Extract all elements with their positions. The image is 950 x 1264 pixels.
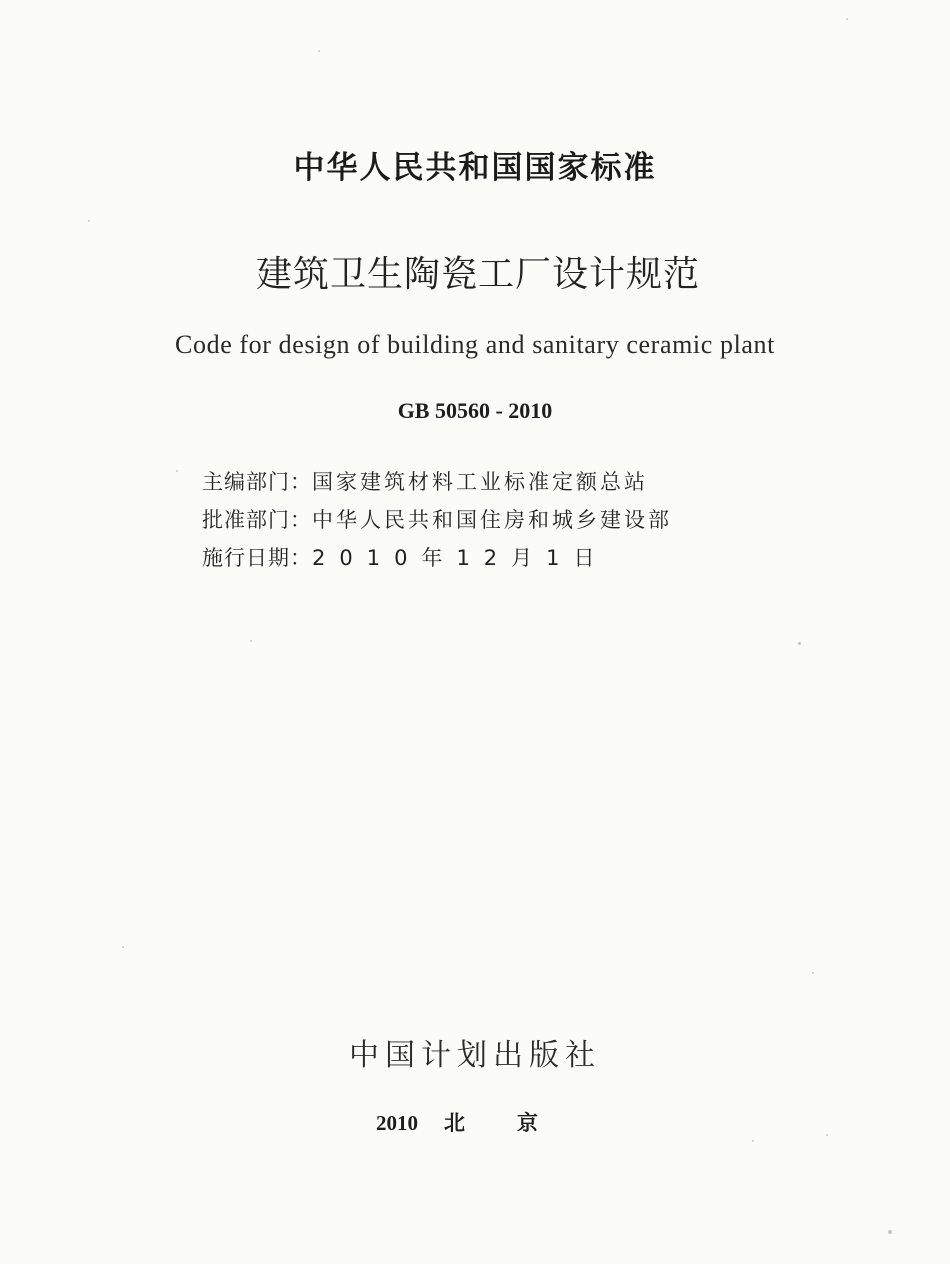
scan-speck bbox=[752, 1140, 754, 1142]
scan-speck bbox=[250, 640, 252, 642]
approval-row bbox=[202, 501, 672, 539]
approval-value: 中华人民共和国住房和城乡建设部 bbox=[312, 508, 672, 532]
publication-year: 2010 bbox=[376, 1111, 418, 1135]
scan-speck bbox=[812, 972, 814, 974]
standard-number: GB 50560 - 2010 bbox=[397, 398, 553, 423]
effective-date-value: 2010年12月1日 bbox=[312, 546, 609, 570]
publisher-name: 中国计划出版社 bbox=[349, 1038, 601, 1073]
chief-editor-row bbox=[202, 463, 672, 501]
effective-date-label: 施行日期： bbox=[202, 546, 312, 570]
scan-speck bbox=[798, 642, 801, 645]
metadata-block bbox=[202, 463, 672, 577]
scan-speck bbox=[176, 470, 178, 472]
chief-editor-value: 国家建筑材料工业标准定额总站 bbox=[312, 470, 648, 494]
publication-place bbox=[376, 1107, 590, 1137]
approval-label: 批准部门： bbox=[202, 508, 312, 532]
scan-speck bbox=[122, 946, 124, 948]
document-title-chinese: 建筑卫生陶瓷工厂设计规范 bbox=[255, 254, 700, 295]
scan-speck bbox=[888, 1230, 892, 1234]
effective-date-row bbox=[202, 539, 672, 577]
chief-editor-label: 主编部门： bbox=[202, 470, 312, 494]
standard-header: 中华人民共和国国家标准 bbox=[293, 150, 657, 186]
publication-city: 北京 bbox=[444, 1111, 590, 1135]
scan-speck bbox=[88, 220, 90, 222]
document-title-english: Code for design of building and sanitary ceramic plant bbox=[175, 330, 775, 359]
scan-speck bbox=[826, 1134, 828, 1136]
scan-speck bbox=[318, 50, 320, 52]
scan-speck bbox=[846, 18, 848, 20]
